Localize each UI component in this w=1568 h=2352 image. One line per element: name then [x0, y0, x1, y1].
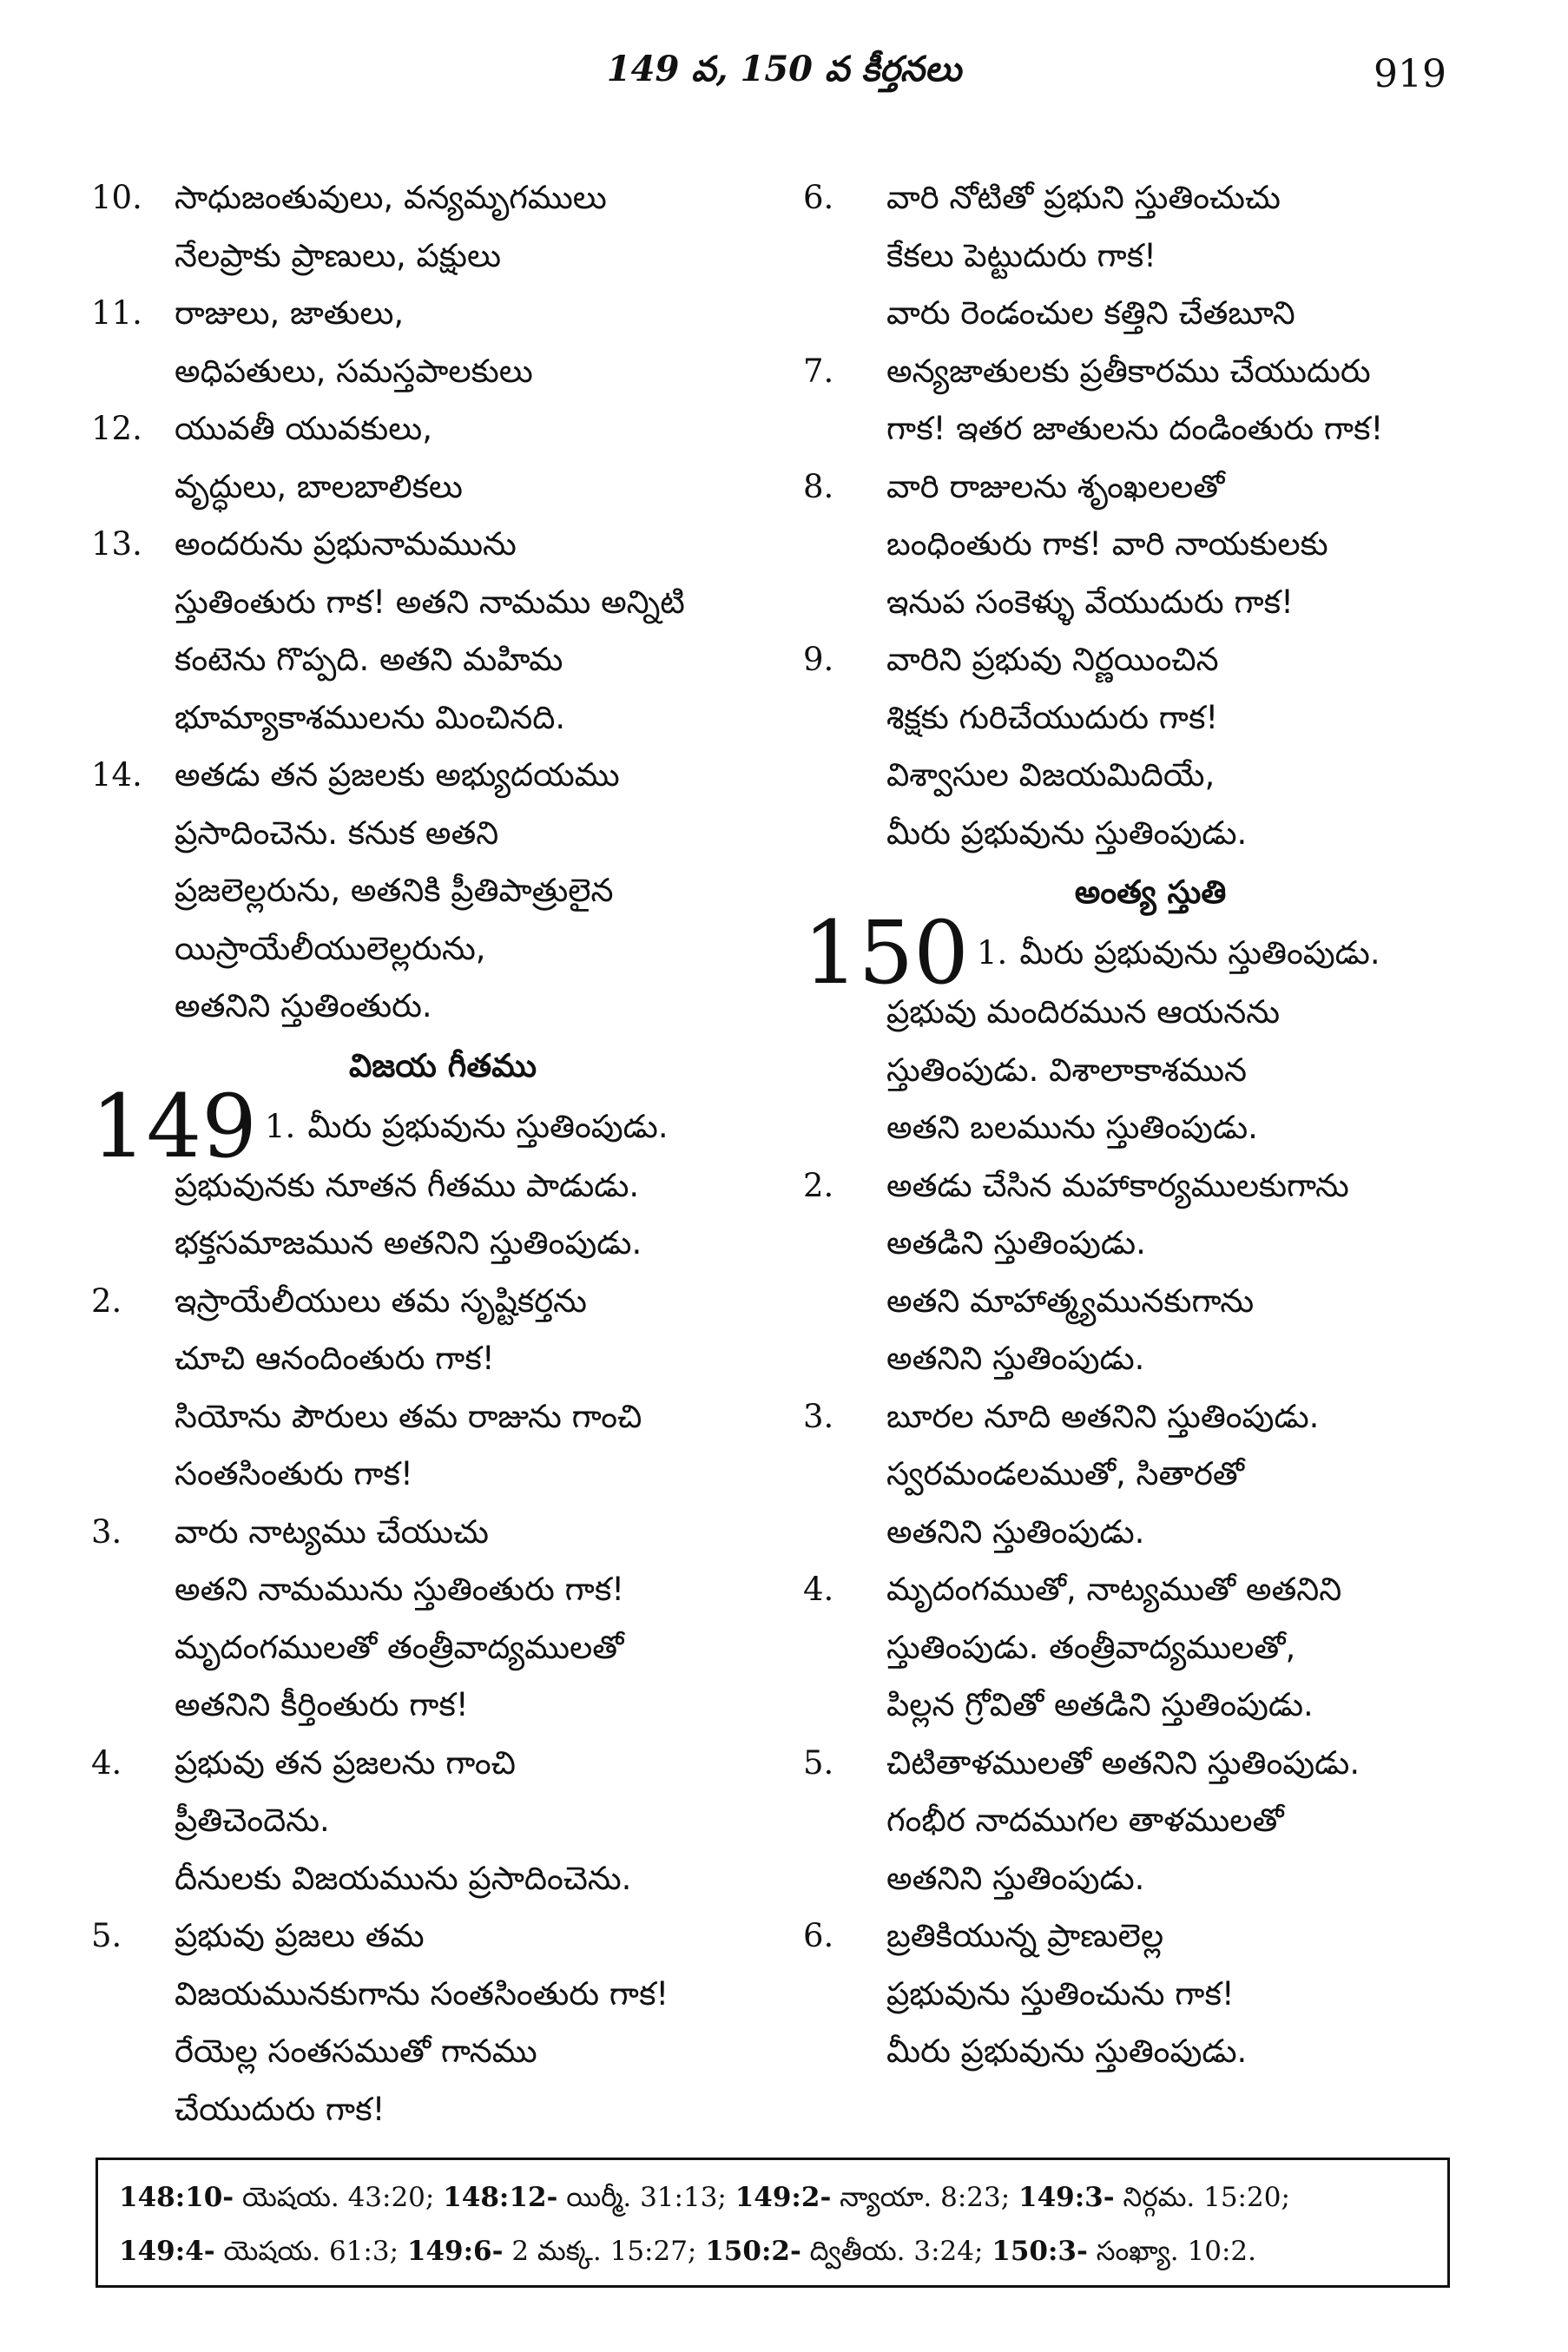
verse-line: [803, 1273, 1463, 1331]
verse-text: చిటితాళములతో అతనిని స్తుతింపుడు.: [886, 1743, 1360, 1782]
verse-text: ఇనుప సంకెళ్ళు వేయుదురు గాక!: [886, 583, 1294, 621]
verse-line: [803, 227, 1463, 286]
verse-line: [803, 1388, 1463, 1446]
verse-text: విజయమునకుగాను సంతసింతురు గాక!: [175, 1974, 669, 2013]
reference-text: యెషయ. 61:3;: [214, 2236, 407, 2267]
verse-text: దీనులకు విజయమును ప్రసాదించెను.: [175, 1859, 632, 1897]
verse-line: [91, 343, 760, 401]
verse-number: 10.: [91, 179, 142, 216]
verse-text: మీరు ప్రభువును స్తుతింపుడు.: [886, 814, 1248, 852]
verse-line: [91, 862, 760, 920]
verse-line: [91, 1215, 760, 1273]
verse-number: 12.: [91, 410, 142, 447]
chapter-first-line: [803, 902, 1463, 1004]
verse-text: అన్యజాతులకు ప్రతీకారము చేయుదురు: [886, 352, 1371, 390]
reference-line: [119, 2224, 1426, 2278]
verse-line: [91, 1735, 760, 1793]
verse-text: అతడు తన ప్రజలకు అభ్యుదయము: [175, 756, 620, 794]
verse-number: 7.: [803, 352, 834, 390]
verse-line: [91, 1330, 760, 1388]
verse-line: [803, 516, 1463, 574]
verse-line: [91, 1850, 760, 1908]
reference-text: యెషయ. 43:20;: [234, 2182, 444, 2213]
verse-line: [91, 516, 760, 574]
verse-text: స్తుతింతురు గాక! అతని నామము అన్నిటి: [175, 583, 685, 621]
verse-line: [803, 343, 1463, 401]
verse-text: గాక! ఇతర జాతులను దండింతురు గాక!: [886, 410, 1384, 447]
reference-key: 149:4-: [119, 2236, 215, 2267]
right-column: [803, 169, 1463, 2081]
verse-line: [803, 1504, 1463, 1562]
page-number: 919: [1374, 52, 1446, 96]
chapter-number: 150: [803, 902, 969, 1004]
verse-line: [91, 1561, 760, 1619]
verse-text: శిక్షకు గురిచేయుదురు గాక!: [886, 698, 1219, 736]
verse-number: 11.: [91, 294, 142, 332]
verse-text: సియోను పౌరులు తమ రాజును గాంచి: [175, 1397, 642, 1435]
verse-text: పిల్లన గ్రోవితో అతడిని స్తుతింపుడు.: [886, 1686, 1314, 1723]
verse-line: [91, 1388, 760, 1446]
verse-text: అతనిని స్తుతింపుడు.: [886, 1340, 1145, 1377]
verse-line: [803, 1561, 1463, 1619]
verse-number: 4.: [91, 1743, 122, 1782]
verse-text: స్తుతింపుడు. విశాలాకాశమున: [886, 1051, 1248, 1089]
verse-text: వారి రాజులను శృంఖలలతో: [886, 467, 1225, 505]
verse-text: వారిని ప్రభువు నిర్ణయించిన: [886, 641, 1219, 678]
verse-line: [803, 1215, 1463, 1273]
verse-line: [91, 689, 760, 748]
verse-text: ప్రభువు తన ప్రజలను గాంచి: [175, 1743, 516, 1782]
verse-line: [803, 285, 1463, 343]
verse-text: వారు నాట్యము చేయుచు: [175, 1512, 489, 1551]
verse-text: బ్రతికియున్న ప్రాణులెల్ల: [886, 1917, 1164, 1954]
verse-line: [91, 285, 760, 343]
verse-text: వృద్ధులు, బాలబాలికలు: [175, 467, 463, 505]
reference-text: ద్వితీయ. 3:24;: [800, 2236, 992, 2267]
reference-key: 149:3-: [1018, 2182, 1115, 2213]
reference-key: 150:3-: [992, 2236, 1088, 2267]
verse-line: [803, 984, 1463, 1042]
verse-text: భక్తసమాజమున అతనిని స్తుతింపుడు.: [175, 1224, 642, 1262]
verse-line: [803, 1907, 1463, 1966]
verse-line: [803, 169, 1463, 227]
verse-line: [91, 1966, 760, 2024]
verse-text: వారు రెండంచుల కత్తిని చేతబూని: [886, 294, 1295, 332]
verse-line: [91, 747, 760, 805]
verse-text: నేలప్రాకు ప్రాణులు, పక్షులు: [175, 236, 502, 274]
left-column: [91, 169, 760, 2138]
verse-text: అతడిని స్తుతింపుడు.: [886, 1224, 1146, 1262]
verse-line: [803, 1157, 1463, 1216]
verse-text: కంటెను గొప్పది. అతని మహిమ: [175, 641, 563, 678]
verse-number: 4.: [803, 1571, 834, 1608]
verse-line: [91, 805, 760, 863]
verse-text: ప్రభువును స్తుతించును గాక!: [886, 1974, 1235, 2013]
verse-text: ప్రజలెల్లరును, అతనికి ప్రీతిపాత్రులైన: [175, 872, 614, 909]
verse-text: అతని మాహాత్మ్యమునకుగాను: [886, 1281, 1255, 1320]
verse-text: బూరల నూది అతనిని స్తుతింపుడు.: [886, 1397, 1320, 1435]
reference-text: యిర్మీ. 31:13;: [557, 2182, 735, 2213]
verse-text: అతనిని స్తుతింతురు.: [175, 987, 432, 1024]
verse-text: విశ్వాసుల విజయమిదియే,: [886, 756, 1216, 794]
verse-text: [977, 923, 1380, 984]
cross-references-box: [96, 2158, 1450, 2288]
verse-line: [803, 631, 1463, 689]
verse-text: సంతసింతురు గాక!: [175, 1455, 413, 1492]
verse-text: యువతీ యువకులు,: [175, 410, 432, 447]
verse-number: 2.: [803, 1166, 834, 1204]
verse-number: 8.: [803, 467, 834, 505]
verse-text: ఇస్రాయేలీయులు తమ సృష్టికర్తను: [175, 1281, 587, 1320]
verse-line: [803, 1735, 1463, 1793]
verse-text: అతని నామమును స్తుతింతురు గాక!: [175, 1571, 625, 1608]
verse-number: 3.: [91, 1512, 122, 1551]
verse-line: [91, 1619, 760, 1677]
verse-text: మీరు ప్రభువును స్తుతింపుడు.: [886, 2032, 1248, 2070]
verse-text: ప్రీతిచెందెను.: [175, 1802, 330, 1839]
verse-text: స్వరమండలముతో, సితారతో: [886, 1455, 1245, 1492]
verse-text: వారి నోటితో ప్రభుని స్తుతించుచు: [886, 179, 1281, 216]
verse-line: [803, 1446, 1463, 1504]
verse-number: 1.: [977, 934, 1008, 972]
verse-line: [91, 1677, 760, 1735]
verse-text: మీరు ప్రభువును స్తుతింపుడు.: [307, 1107, 669, 1145]
reference-text: 2 మక్క. 15:27;: [503, 2236, 706, 2267]
verse-line: [91, 1792, 760, 1850]
verse-text: ప్రభువు ప్రజలు తమ: [175, 1917, 425, 1954]
verse-number: 3.: [803, 1397, 834, 1435]
verse-text: భూమ్యాకాశములను మించినది.: [175, 698, 566, 736]
verse-line: [91, 1907, 760, 1966]
verse-text: గంభీర నాదముగల తాళములతో: [886, 1802, 1284, 1839]
reference-text: సంఖ్యా. 10:2.: [1087, 2236, 1256, 2267]
verse-text: ప్రసాదించెను. కనుక అతని: [175, 814, 499, 852]
verse-number: 13.: [91, 525, 142, 563]
verse-text: మృదంగముతో, నాట్యముతో అతనిని: [886, 1571, 1342, 1608]
verse-text: రాజులు, జాతులు,: [175, 294, 405, 332]
verse-text: యిస్రాయేలీయులెల్లరును,: [175, 929, 486, 967]
verse-number: 6.: [803, 179, 834, 216]
verse-line: [803, 1850, 1463, 1908]
verse-number: 9.: [803, 641, 834, 678]
verse-line: [803, 747, 1463, 805]
chapter-number: 149: [91, 1075, 257, 1177]
reference-line: [119, 2171, 1426, 2224]
verse-line: [91, 227, 760, 286]
verse-line: [91, 574, 760, 632]
verse-number: 5.: [803, 1743, 834, 1782]
psalm-heading: విజయ గీతము: [348, 1046, 537, 1084]
verse-text: అతనిని కీర్తింతురు గాక!: [175, 1686, 469, 1723]
reference-key: 148:12-: [443, 2182, 558, 2213]
verse-text: సాధుజంతువులు, వన్యమృగములు: [175, 179, 607, 216]
verse-line: [91, 978, 760, 1036]
verse-line: [803, 1677, 1463, 1735]
verse-text: అతడు చేసిన మహాకార్యములకుగాను: [886, 1166, 1349, 1204]
verse-line: [803, 1966, 1463, 2024]
verse-number: 14.: [91, 756, 142, 794]
verse-text: అతని బలమును స్తుతింపుడు.: [886, 1109, 1258, 1146]
chapter-first-line: [91, 1075, 760, 1177]
verse-number: 5.: [91, 1917, 122, 1954]
running-title: 149 వ, 150 వ కీర్తనలు: [606, 49, 962, 89]
verse-text: చేయుదురు గాక!: [175, 2090, 385, 2128]
verse-line: [91, 1273, 760, 1331]
verse-line: [803, 574, 1463, 632]
verse-line: [803, 400, 1463, 458]
verse-number: 2.: [91, 1281, 122, 1320]
verse-text: [265, 1097, 669, 1157]
verse-line: [803, 1099, 1463, 1157]
verse-line: [803, 458, 1463, 517]
verse-text: అతనిని స్తుతింపుడు.: [886, 1859, 1145, 1897]
verse-text: మృదంగములతో తంత్రీవాద్యములతో: [175, 1628, 624, 1666]
verse-line: [803, 689, 1463, 748]
verse-line: [91, 1446, 760, 1504]
reference-key: 150:2-: [705, 2236, 801, 2267]
verse-text: చూచి ఆనందింతురు గాక!: [175, 1340, 495, 1377]
verse-text: ప్రభువు మందిరమున ఆయనను: [886, 993, 1281, 1031]
verse-line: [803, 805, 1463, 863]
verse-text: అధిపతులు, సమస్తపాలకులు: [175, 352, 533, 390]
verse-text: కేకలు పెట్టుదురు గాక!: [886, 236, 1157, 274]
verse-number: 1.: [265, 1107, 296, 1145]
verse-line: [91, 2023, 760, 2081]
verse-line: [803, 1792, 1463, 1850]
reference-key: 149:6-: [406, 2236, 504, 2267]
verse-line: [91, 920, 760, 978]
verse-line: [803, 1330, 1463, 1388]
verse-text: అందరును ప్రభునామమును: [175, 525, 517, 563]
verse-line: [91, 1504, 760, 1562]
reference-text: న్యాయా. 8:23;: [831, 2182, 1019, 2213]
verse-text: బంధింతురు గాక! వారి నాయకులకు: [886, 525, 1328, 563]
verse-line: [803, 1042, 1463, 1100]
verse-line: [91, 169, 760, 227]
verse-text: స్తుతింపుడు. తంత్రీవాద్యములతో,: [886, 1628, 1296, 1666]
verse-text: మీరు ప్రభువును స్తుతింపుడు.: [1019, 934, 1380, 972]
verse-line: [803, 2023, 1463, 2081]
reference-key: 148:10-: [119, 2182, 234, 2213]
verse-text: అతనిని స్తుతింపుడు.: [886, 1512, 1145, 1551]
verse-line: [91, 1157, 760, 1216]
psalm-heading: అంత్య స్తుతి: [1074, 873, 1227, 911]
verse-line: [91, 400, 760, 458]
verse-number: 6.: [803, 1917, 834, 1954]
verse-line: [91, 458, 760, 517]
verse-text: రేయెల్ల సంతసముతో గానము: [175, 2032, 537, 2070]
verse-line: [91, 631, 760, 689]
verse-line: [803, 1619, 1463, 1677]
reference-key: 149:2-: [735, 2182, 832, 2213]
reference-text: నిర్గమ. 15:20;: [1114, 2182, 1290, 2213]
verse-line: [91, 2081, 760, 2139]
page-header: [0, 33, 1568, 111]
verse-text: ప్రభువునకు నూతన గీతము పాడుడు.: [175, 1166, 640, 1204]
